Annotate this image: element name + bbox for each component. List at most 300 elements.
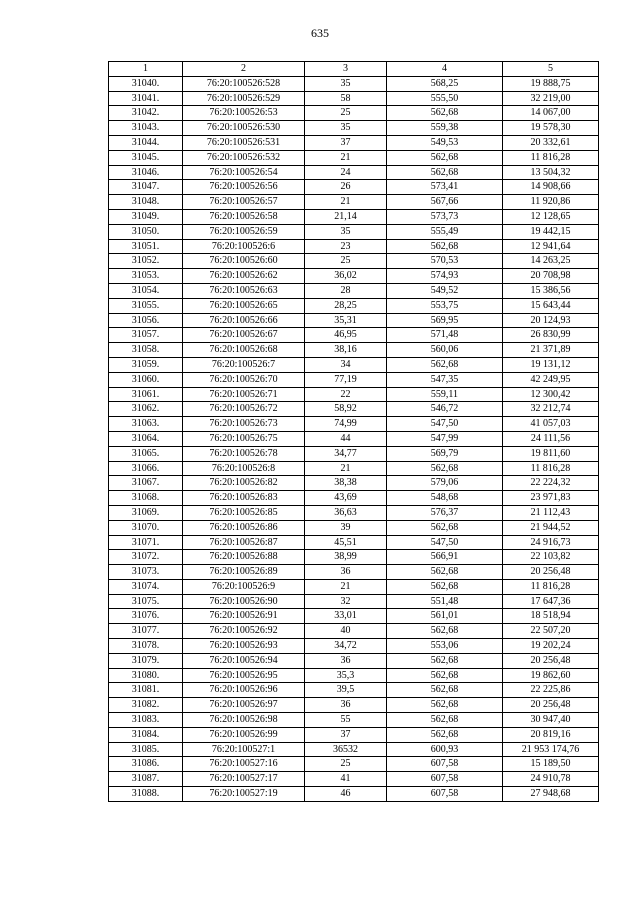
- table-cell: 559,11: [387, 387, 503, 402]
- table-cell: 19 442,15: [503, 224, 599, 239]
- table-cell: 76:20:100526:71: [183, 387, 305, 402]
- table-row: [109, 653, 599, 668]
- table-cell: 31048.: [109, 195, 183, 210]
- table-cell: 37: [305, 727, 387, 742]
- table-cell: 566,91: [387, 550, 503, 565]
- table-cell: 562,68: [387, 579, 503, 594]
- table-cell: 31043.: [109, 121, 183, 136]
- table-cell: 573,73: [387, 209, 503, 224]
- table-cell: 22 224,32: [503, 476, 599, 491]
- table-cell: 76:20:100526:531: [183, 135, 305, 150]
- table-cell: 76:20:100526:529: [183, 91, 305, 106]
- table-row: [109, 76, 599, 91]
- table-row: [109, 461, 599, 476]
- table-cell: 24 111,56: [503, 431, 599, 446]
- table-row: [109, 787, 599, 802]
- table-row: [109, 372, 599, 387]
- table-cell: 19 578,30: [503, 121, 599, 136]
- table-cell: 36: [305, 565, 387, 580]
- header-row: [109, 62, 599, 77]
- table-cell: 570,53: [387, 254, 503, 269]
- table-cell: 31047.: [109, 180, 183, 195]
- table-row: [109, 757, 599, 772]
- table-cell: 76:20:100526:86: [183, 520, 305, 535]
- table-cell: 35: [305, 76, 387, 91]
- header-cell: 2: [183, 62, 305, 77]
- table-cell: 76:20:100526:96: [183, 683, 305, 698]
- table-row: [109, 683, 599, 698]
- table-cell: 31065.: [109, 446, 183, 461]
- table-cell: 17 647,36: [503, 594, 599, 609]
- table-row: [109, 491, 599, 506]
- table-row: [109, 328, 599, 343]
- table-row: [109, 239, 599, 254]
- table-cell: 569,95: [387, 313, 503, 328]
- table-cell: 31079.: [109, 653, 183, 668]
- table-cell: 31075.: [109, 594, 183, 609]
- table-row: [109, 668, 599, 683]
- table-cell: 18 518,94: [503, 609, 599, 624]
- table-cell: 549,52: [387, 283, 503, 298]
- table-cell: 11 816,28: [503, 461, 599, 476]
- table-cell: 12 128,65: [503, 209, 599, 224]
- table-cell: 76:20:100526:92: [183, 624, 305, 639]
- table-cell: 567,66: [387, 195, 503, 210]
- table-cell: 76:20:100526:62: [183, 269, 305, 284]
- table-cell: 31081.: [109, 683, 183, 698]
- table-cell: 23 971,83: [503, 491, 599, 506]
- table-cell: 36,63: [305, 505, 387, 520]
- table-cell: 31055.: [109, 298, 183, 313]
- table-cell: 31074.: [109, 579, 183, 594]
- table-cell: 35: [305, 121, 387, 136]
- table-cell: 562,68: [387, 520, 503, 535]
- table-cell: 31067.: [109, 476, 183, 491]
- table-cell: 20 708,98: [503, 269, 599, 284]
- table-cell: 76:20:100526:78: [183, 446, 305, 461]
- table-cell: 555,50: [387, 91, 503, 106]
- table-cell: 76:20:100526:87: [183, 535, 305, 550]
- table-cell: 24 916,73: [503, 535, 599, 550]
- table-cell: 76:20:100526:75: [183, 431, 305, 446]
- table-cell: 38,16: [305, 343, 387, 358]
- table-cell: 24: [305, 165, 387, 180]
- table-cell: 20 819,16: [503, 727, 599, 742]
- table-cell: 76:20:100526:91: [183, 609, 305, 624]
- table-row: [109, 698, 599, 713]
- table-cell: 34,72: [305, 639, 387, 654]
- table-cell: 76:20:100526:82: [183, 476, 305, 491]
- table-row: [109, 639, 599, 654]
- table-cell: 76:20:100526:57: [183, 195, 305, 210]
- table-cell: 31083.: [109, 713, 183, 728]
- table-cell: 31087.: [109, 772, 183, 787]
- table-cell: 31082.: [109, 698, 183, 713]
- table-cell: 562,68: [387, 698, 503, 713]
- table-cell: 76:20:100526:70: [183, 372, 305, 387]
- table-cell: 31072.: [109, 550, 183, 565]
- table-cell: 76:20:100526:85: [183, 505, 305, 520]
- table-cell: 76:20:100526:88: [183, 550, 305, 565]
- table-cell: 562,68: [387, 683, 503, 698]
- table-cell: 31070.: [109, 520, 183, 535]
- table-cell: 31054.: [109, 283, 183, 298]
- table-cell: 19 202,24: [503, 639, 599, 654]
- table-cell: 31076.: [109, 609, 183, 624]
- table-cell: 76:20:100526:66: [183, 313, 305, 328]
- table-cell: 31056.: [109, 313, 183, 328]
- table-cell: 31040.: [109, 76, 183, 91]
- table-row: [109, 343, 599, 358]
- table-cell: 569,79: [387, 446, 503, 461]
- table-cell: 31085.: [109, 742, 183, 757]
- table-cell: 562,68: [387, 239, 503, 254]
- table-cell: 35: [305, 224, 387, 239]
- table-cell: 26 830,99: [503, 328, 599, 343]
- table-cell: 31060.: [109, 372, 183, 387]
- table-row: [109, 224, 599, 239]
- table-row: [109, 298, 599, 313]
- table-cell: 76:20:100526:56: [183, 180, 305, 195]
- table-cell: 14 908,66: [503, 180, 599, 195]
- table-row: [109, 209, 599, 224]
- table-cell: 43,69: [305, 491, 387, 506]
- table-cell: 26: [305, 180, 387, 195]
- table-cell: 20 124,93: [503, 313, 599, 328]
- table-cell: 58: [305, 91, 387, 106]
- table-cell: 21: [305, 195, 387, 210]
- table-cell: 76:20:100526:58: [183, 209, 305, 224]
- header-cell: 4: [387, 62, 503, 77]
- table-cell: 33,01: [305, 609, 387, 624]
- table-cell: 22 103,82: [503, 550, 599, 565]
- table-cell: 31078.: [109, 639, 183, 654]
- table-cell: 40: [305, 624, 387, 639]
- table-cell: 76:20:100526:67: [183, 328, 305, 343]
- table-body: [109, 76, 599, 801]
- table-cell: 31077.: [109, 624, 183, 639]
- table-cell: 22: [305, 387, 387, 402]
- table-row: [109, 195, 599, 210]
- table-cell: 14 263,25: [503, 254, 599, 269]
- table-cell: 562,68: [387, 727, 503, 742]
- table-row: [109, 565, 599, 580]
- table-cell: 74,99: [305, 417, 387, 432]
- table-cell: 31058.: [109, 343, 183, 358]
- table-cell: 76:20:100526:89: [183, 565, 305, 580]
- table-cell: 21: [305, 150, 387, 165]
- table-cell: 23: [305, 239, 387, 254]
- table-row: [109, 180, 599, 195]
- table-cell: 607,58: [387, 772, 503, 787]
- table-cell: 547,35: [387, 372, 503, 387]
- table-cell: 36532: [305, 742, 387, 757]
- table-row: [109, 121, 599, 136]
- table-row: [109, 579, 599, 594]
- table-row: [109, 135, 599, 150]
- table-cell: 562,68: [387, 624, 503, 639]
- table-cell: 76:20:100526:60: [183, 254, 305, 269]
- table-cell: 31050.: [109, 224, 183, 239]
- table-cell: 31049.: [109, 209, 183, 224]
- table-cell: 76:20:100526:72: [183, 402, 305, 417]
- table-cell: 30 947,40: [503, 713, 599, 728]
- table-row: [109, 106, 599, 121]
- table-row: [109, 742, 599, 757]
- table-cell: 41 057,03: [503, 417, 599, 432]
- table-cell: 31057.: [109, 328, 183, 343]
- table-cell: 36: [305, 653, 387, 668]
- table-cell: 46,95: [305, 328, 387, 343]
- table-row: [109, 772, 599, 787]
- table-cell: 31064.: [109, 431, 183, 446]
- table-cell: 24 910,78: [503, 772, 599, 787]
- table-cell: 13 504,32: [503, 165, 599, 180]
- table-cell: 31061.: [109, 387, 183, 402]
- table-cell: 31088.: [109, 787, 183, 802]
- table-cell: 76:20:100527:1: [183, 742, 305, 757]
- table-cell: 14 067,00: [503, 106, 599, 121]
- table-cell: 76:20:100526:532: [183, 150, 305, 165]
- table-cell: 31045.: [109, 150, 183, 165]
- table-cell: 41: [305, 772, 387, 787]
- table-row: [109, 624, 599, 639]
- table-cell: 32: [305, 594, 387, 609]
- table-cell: 35,3: [305, 668, 387, 683]
- table-cell: 25: [305, 254, 387, 269]
- table-cell: 38,38: [305, 476, 387, 491]
- table-cell: 76:20:100526:9: [183, 579, 305, 594]
- table-cell: 573,41: [387, 180, 503, 195]
- table-cell: 38,99: [305, 550, 387, 565]
- table-cell: 42 249,95: [503, 372, 599, 387]
- table-cell: 27 948,68: [503, 787, 599, 802]
- table-cell: 31073.: [109, 565, 183, 580]
- table-cell: 76:20:100526:6: [183, 239, 305, 254]
- table-cell: 19 888,75: [503, 76, 599, 91]
- table-cell: 34,77: [305, 446, 387, 461]
- table-cell: 553,06: [387, 639, 503, 654]
- table-cell: 31052.: [109, 254, 183, 269]
- table-cell: 31068.: [109, 491, 183, 506]
- table-cell: 547,99: [387, 431, 503, 446]
- table-cell: 31084.: [109, 727, 183, 742]
- table-row: [109, 609, 599, 624]
- table-cell: 31044.: [109, 135, 183, 150]
- table-row: [109, 550, 599, 565]
- table-row: [109, 446, 599, 461]
- table-row: [109, 150, 599, 165]
- table-cell: 20 256,48: [503, 698, 599, 713]
- table-cell: 21 371,89: [503, 343, 599, 358]
- table-cell: 28,25: [305, 298, 387, 313]
- table-cell: 21,14: [305, 209, 387, 224]
- table-cell: 76:20:100526:97: [183, 698, 305, 713]
- table-cell: 31046.: [109, 165, 183, 180]
- table-cell: 76:20:100526:94: [183, 653, 305, 668]
- table-cell: 32 212,74: [503, 402, 599, 417]
- table-cell: 562,68: [387, 150, 503, 165]
- table-cell: 36,02: [305, 269, 387, 284]
- table-cell: 76:20:100526:90: [183, 594, 305, 609]
- table-cell: 31051.: [109, 239, 183, 254]
- table-row: [109, 431, 599, 446]
- table-cell: 39,5: [305, 683, 387, 698]
- table-cell: 579,06: [387, 476, 503, 491]
- table-cell: 31062.: [109, 402, 183, 417]
- table-row: [109, 91, 599, 106]
- table-cell: 559,38: [387, 121, 503, 136]
- table-row: [109, 357, 599, 372]
- table-cell: 77,19: [305, 372, 387, 387]
- table-cell: 31042.: [109, 106, 183, 121]
- table-row: [109, 535, 599, 550]
- page-number: 635: [311, 26, 329, 40]
- table-row: [109, 417, 599, 432]
- table-cell: 76:20:100526:63: [183, 283, 305, 298]
- table-cell: 21 953 174,76: [503, 742, 599, 757]
- table-row: [109, 476, 599, 491]
- table-cell: 21: [305, 461, 387, 476]
- table-cell: 76:20:100526:53: [183, 106, 305, 121]
- table-cell: 76:20:100526:83: [183, 491, 305, 506]
- table-cell: 31086.: [109, 757, 183, 772]
- table-row: [109, 165, 599, 180]
- table-cell: 46: [305, 787, 387, 802]
- table-cell: 562,68: [387, 165, 503, 180]
- table-cell: 37: [305, 135, 387, 150]
- table-cell: 31080.: [109, 668, 183, 683]
- table-cell: 76:20:100526:68: [183, 343, 305, 358]
- table-cell: 562,68: [387, 565, 503, 580]
- table-cell: 19 862,60: [503, 668, 599, 683]
- table-cell: 20 256,48: [503, 565, 599, 580]
- table-row: [109, 283, 599, 298]
- table-row: [109, 254, 599, 269]
- table-cell: 546,72: [387, 402, 503, 417]
- table-cell: 562,68: [387, 357, 503, 372]
- table-cell: 44: [305, 431, 387, 446]
- table-cell: 76:20:100526:95: [183, 668, 305, 683]
- table-row: [109, 520, 599, 535]
- table-row: [109, 269, 599, 284]
- table-cell: 76:20:100526:98: [183, 713, 305, 728]
- table-cell: 76:20:100526:73: [183, 417, 305, 432]
- table-row: [109, 594, 599, 609]
- table-cell: 600,93: [387, 742, 503, 757]
- table-cell: 562,68: [387, 653, 503, 668]
- table-cell: 571,48: [387, 328, 503, 343]
- table-cell: 547,50: [387, 535, 503, 550]
- table-cell: 58,92: [305, 402, 387, 417]
- table-cell: 36: [305, 698, 387, 713]
- table-cell: 15 189,50: [503, 757, 599, 772]
- table-cell: 76:20:100526:528: [183, 76, 305, 91]
- table-cell: 11 920,86: [503, 195, 599, 210]
- table-row: [109, 713, 599, 728]
- table-cell: 20 256,48: [503, 653, 599, 668]
- table-cell: 21 944,52: [503, 520, 599, 535]
- table-row: [109, 727, 599, 742]
- table-cell: 34: [305, 357, 387, 372]
- table-cell: 15 386,56: [503, 283, 599, 298]
- table-cell: 560,06: [387, 343, 503, 358]
- table-cell: 11 816,28: [503, 150, 599, 165]
- table-cell: 76:20:100527:17: [183, 772, 305, 787]
- table-cell: 31071.: [109, 535, 183, 550]
- table-cell: 76:20:100527:16: [183, 757, 305, 772]
- table-cell: 76:20:100527:19: [183, 787, 305, 802]
- table-cell: 55: [305, 713, 387, 728]
- table-cell: 76:20:100526:8: [183, 461, 305, 476]
- table-cell: 553,75: [387, 298, 503, 313]
- table-cell: 562,68: [387, 106, 503, 121]
- table-cell: 31066.: [109, 461, 183, 476]
- table-cell: 11 816,28: [503, 579, 599, 594]
- table-cell: 19 131,12: [503, 357, 599, 372]
- table-cell: 76:20:100526:93: [183, 639, 305, 654]
- table-cell: 12 941,64: [503, 239, 599, 254]
- table-cell: 25: [305, 106, 387, 121]
- table-cell: 32 219,00: [503, 91, 599, 106]
- table-cell: 76:20:100526:530: [183, 121, 305, 136]
- table-row: [109, 313, 599, 328]
- table-cell: 12 300,42: [503, 387, 599, 402]
- table-row: [109, 402, 599, 417]
- header-cell: 5: [503, 62, 599, 77]
- table-cell: 31059.: [109, 357, 183, 372]
- table-cell: 76:20:100526:65: [183, 298, 305, 313]
- cadastral-table: [108, 61, 599, 802]
- table-cell: 31053.: [109, 269, 183, 284]
- table-cell: 31041.: [109, 91, 183, 106]
- table-cell: 555,49: [387, 224, 503, 239]
- table-cell: 25: [305, 757, 387, 772]
- table-cell: 22 225,86: [503, 683, 599, 698]
- table-cell: 39: [305, 520, 387, 535]
- table-cell: 21 112,43: [503, 505, 599, 520]
- table-cell: 551,48: [387, 594, 503, 609]
- table-cell: 549,53: [387, 135, 503, 150]
- table-row: [109, 387, 599, 402]
- table-cell: 76:20:100526:99: [183, 727, 305, 742]
- table-cell: 20 332,61: [503, 135, 599, 150]
- table-cell: 19 811,60: [503, 446, 599, 461]
- table-cell: 76:20:100526:54: [183, 165, 305, 180]
- table-row: [109, 505, 599, 520]
- table-cell: 548,68: [387, 491, 503, 506]
- header-cell: 3: [305, 62, 387, 77]
- table-cell: 607,58: [387, 757, 503, 772]
- table-cell: 561,01: [387, 609, 503, 624]
- table-cell: 568,25: [387, 76, 503, 91]
- table-cell: 31063.: [109, 417, 183, 432]
- table-cell: 547,50: [387, 417, 503, 432]
- table-cell: 28: [305, 283, 387, 298]
- header-cell: 1: [109, 62, 183, 77]
- table-cell: 562,68: [387, 461, 503, 476]
- table-cell: 15 643,44: [503, 298, 599, 313]
- table-cell: 22 507,20: [503, 624, 599, 639]
- table-cell: 76:20:100526:7: [183, 357, 305, 372]
- table-cell: 562,68: [387, 668, 503, 683]
- table-cell: 574,93: [387, 269, 503, 284]
- table-cell: 576,37: [387, 505, 503, 520]
- table-cell: 76:20:100526:59: [183, 224, 305, 239]
- table-cell: 45,51: [305, 535, 387, 550]
- table-cell: 31069.: [109, 505, 183, 520]
- table-cell: 21: [305, 579, 387, 594]
